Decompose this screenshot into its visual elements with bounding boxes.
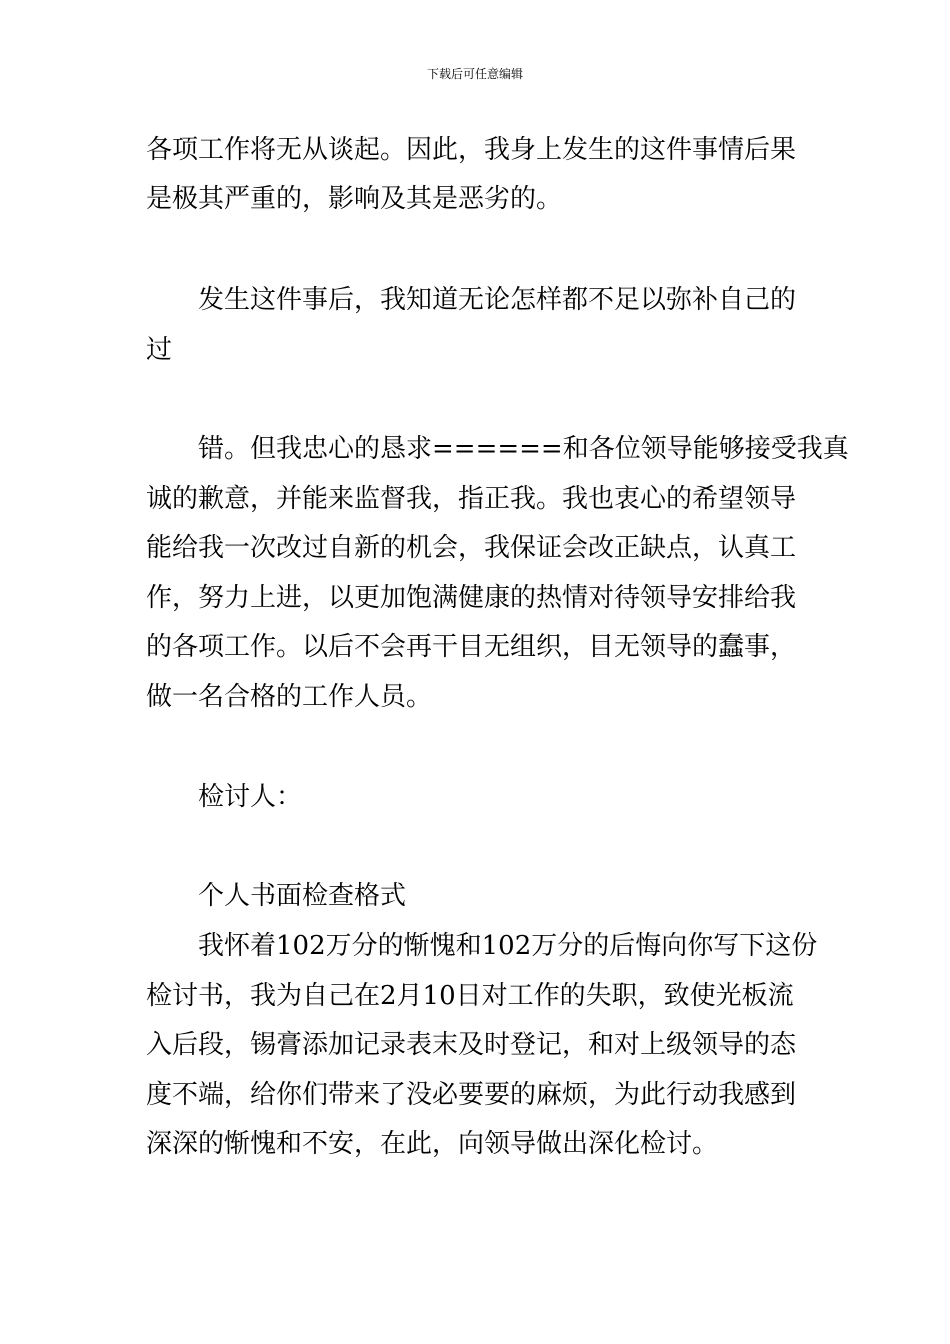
paragraph-line: 度不端，给你们带来了没必要要的麻烦，为此行动我感到 <box>146 1080 797 1110</box>
paragraph-line: 检讨书，我为自己在2月10日对工作的失职，致使光板流 <box>146 981 794 1011</box>
paragraph-line: 是极其严重的，影响及其是恶劣的。 <box>146 184 563 214</box>
paragraph-line: 作，努力上进，以更加饱满健康的热情对待领导安排给我 <box>146 583 797 613</box>
paragraph-line: 做一名合格的工作人员。 <box>146 682 433 712</box>
paragraph-line: 各项工作将无从谈起。因此，我身上发生的这件事情后果 <box>146 135 797 165</box>
paragraph-line: 入后段，锡膏添加记录表末及时登记，和对上级领导的态 <box>146 1030 797 1060</box>
paragraph-line: 能给我一次改过自新的机会，我保证会改正缺点，认真工 <box>146 533 797 563</box>
section-title: 个人书面检查格式 <box>198 881 407 911</box>
paragraph-line: 深深的惭愧和不安，在此，向领导做出深化检讨。 <box>146 1129 719 1159</box>
paragraph-line: 我怀着102万分的惭愧和102万分的后悔向你写下这份 <box>198 931 818 961</box>
signature-label: 检讨人： <box>198 782 303 812</box>
paragraph-line: 发生这件事后，我知道无论怎样都不足以弥补自己的 <box>198 285 797 315</box>
page-header: 下载后可任意编辑 <box>426 67 523 81</box>
paragraph-line: 错。但我忠心的恳求======和各位领导能够接受我真 <box>198 434 849 464</box>
paragraph-line: 过 <box>146 335 173 365</box>
paragraph-line: 的各项工作。以后不会再干目无组织，目无领导的蠢事， <box>146 632 797 662</box>
paragraph-line: 诚的歉意，并能来监督我，指正我。我也衷心的希望领导 <box>146 484 797 514</box>
